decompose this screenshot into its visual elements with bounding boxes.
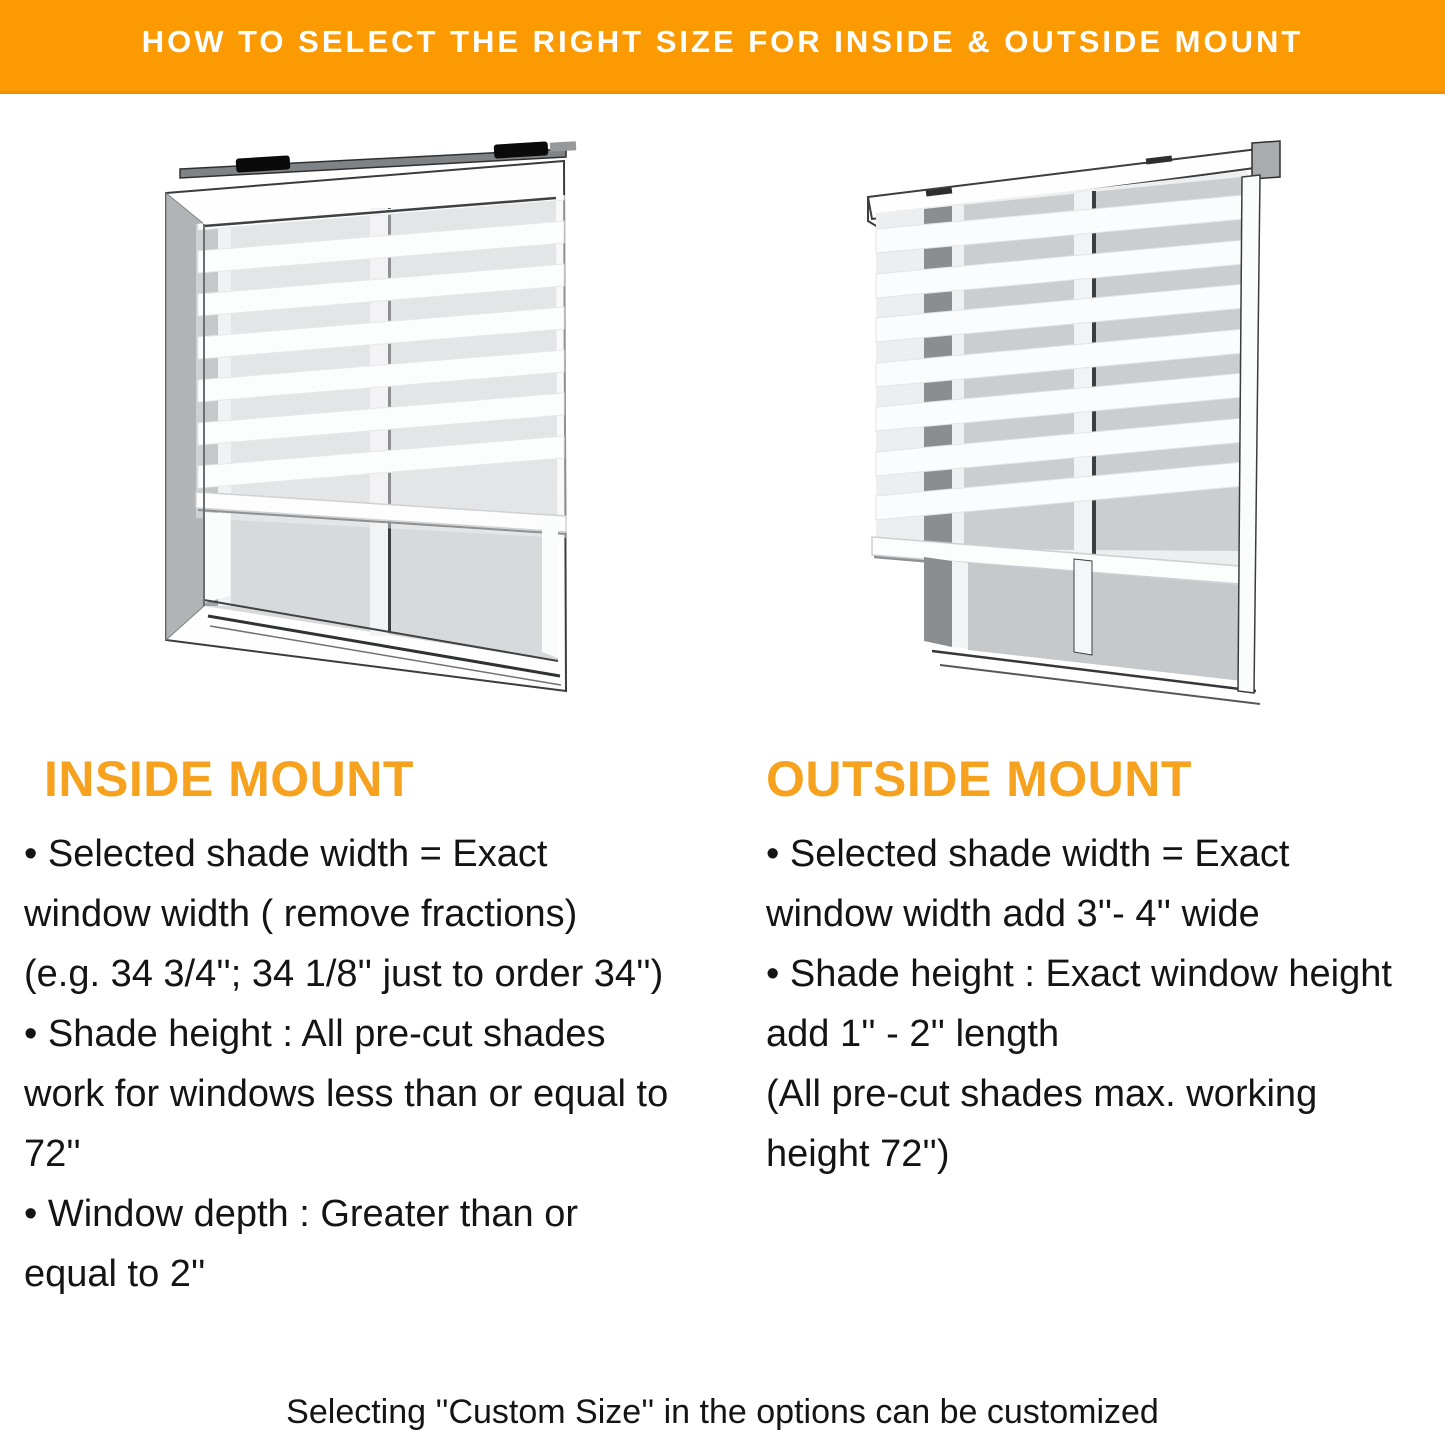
bullet-line: • Shade height : Exact window height <box>766 953 1392 995</box>
bullet-line: work for windows less than or equal to <box>24 1073 669 1115</box>
zebra-shade <box>196 168 566 538</box>
bullet-line: window width ( remove fractions) <box>24 893 578 935</box>
bullet-line: (All pre-cut shades max. working <box>766 1073 1318 1115</box>
banner-title: HOW TO SELECT THE RIGHT SIZE FOR INSIDE & OUTSIDE MOUNT <box>141 23 1304 59</box>
inside-mount-heading: INSIDE MOUNT <box>44 751 414 807</box>
bullet-line: add 1'' - 2'' length <box>766 1013 1060 1055</box>
window-jamb-low <box>924 557 952 647</box>
inside-mount-illustration <box>118 138 678 746</box>
window-mullion-low <box>1074 559 1092 655</box>
bullet-line: 72'' <box>24 1133 81 1175</box>
bullet-line: equal to 2'' <box>24 1253 206 1295</box>
bullet-line: • Selected shade width = Exact <box>24 833 548 875</box>
outside-mount-text <box>766 824 1438 1184</box>
custom-size-note: Selecting ''Custom Size'' in the options can be customized <box>286 1393 1159 1431</box>
window-mullion-behind <box>1074 191 1092 559</box>
bullet-line: (e.g. 34 3/4''; 34 1/8'' just to order 34'') <box>24 953 664 995</box>
side-rail <box>1238 175 1260 693</box>
outside-mount-heading: OUTSIDE MOUNT <box>766 751 1192 807</box>
sash-right <box>542 518 558 658</box>
inside-mount-text <box>24 824 730 1304</box>
bullet-line: • Shade height : All pre-cut shades <box>24 1013 606 1055</box>
valance-end-cap <box>1252 141 1280 179</box>
bullet-line: height 72'') <box>766 1133 950 1175</box>
sash-left <box>204 512 230 603</box>
bullet-line: • Selected shade width = Exact <box>766 833 1290 875</box>
bullet-line: • Window depth : Greater than or <box>24 1193 579 1235</box>
outside-mount-illustration <box>828 133 1398 745</box>
bullet-line: window width add 3''- 4'' wide <box>766 893 1260 935</box>
header-banner <box>0 0 1445 94</box>
